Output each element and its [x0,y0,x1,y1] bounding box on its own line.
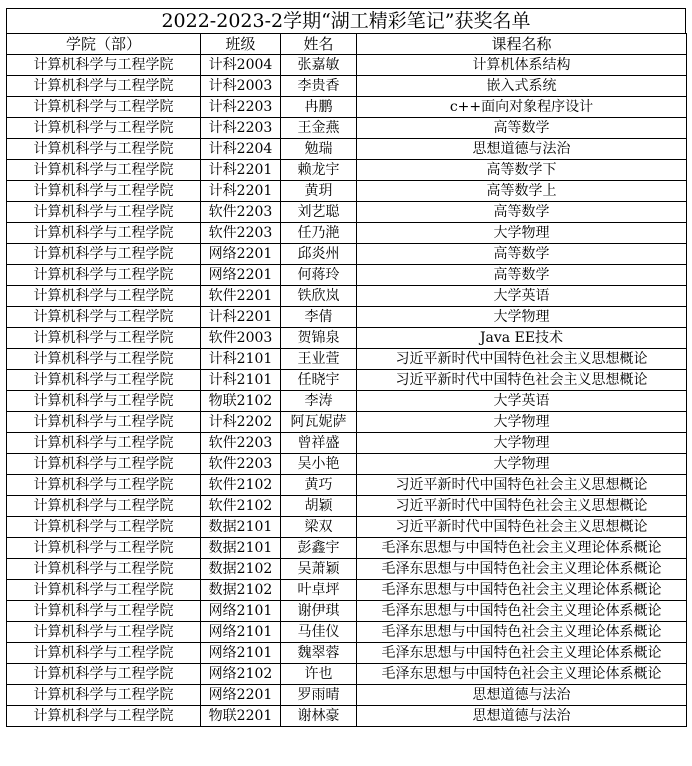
course-cell: 毛泽东思想与中国特色社会主义理论体系概论 [357,538,687,559]
header-college: 学院（部） [7,34,201,55]
college-cell: 计算机科学与工程学院 [7,706,201,727]
class-cell: 计科2101 [201,349,281,370]
class-cell: 计科2003 [201,76,281,97]
student-name-cell: 谢林豪 [281,706,357,727]
college-cell: 计算机科学与工程学院 [7,517,201,538]
course-cell: 思想道德与法治 [357,685,687,706]
table-row [7,475,687,496]
student-name-cell: 许也 [281,664,357,685]
college-cell: 计算机科学与工程学院 [7,370,201,391]
student-name-cell: 邱炎州 [281,244,357,265]
table-row [7,538,687,559]
class-cell: 数据2102 [201,559,281,580]
student-name-cell: 吴小艳 [281,454,357,475]
table-row [7,265,687,286]
student-name-cell: 勉瑞 [281,139,357,160]
class-cell: 网络2201 [201,244,281,265]
table-row [7,559,687,580]
class-cell: 物联2102 [201,391,281,412]
table-row [7,307,687,328]
college-cell: 计算机科学与工程学院 [7,559,201,580]
college-cell: 计算机科学与工程学院 [7,328,201,349]
class-cell: 数据2101 [201,538,281,559]
table-row [7,391,687,412]
college-cell: 计算机科学与工程学院 [7,622,201,643]
class-cell: 软件2102 [201,496,281,517]
course-cell: 习近平新时代中国特色社会主义思想概论 [357,475,687,496]
class-cell: 计科2201 [201,160,281,181]
student-name-cell: 马佳仪 [281,622,357,643]
student-name-cell: 罗雨晴 [281,685,357,706]
course-cell: Java EE技术 [357,328,687,349]
student-name-cell: 谢伊琪 [281,601,357,622]
student-name-cell: 任乃滟 [281,223,357,244]
table-row [7,643,687,664]
table-row [7,412,687,433]
college-cell: 计算机科学与工程学院 [7,55,201,76]
document-title: 2022-2023-2学期“湖工精彩笔记”获奖名单 [6,8,686,33]
table-row [7,706,687,727]
course-cell: 毛泽东思想与中国特色社会主义理论体系概论 [357,580,687,601]
course-cell: 高等数学下 [357,160,687,181]
table-row [7,118,687,139]
college-cell: 计算机科学与工程学院 [7,601,201,622]
class-cell: 计科2201 [201,307,281,328]
college-cell: 计算机科学与工程学院 [7,643,201,664]
college-cell: 计算机科学与工程学院 [7,223,201,244]
student-name-cell: 阿瓦妮萨 [281,412,357,433]
table-row [7,622,687,643]
table-row [7,454,687,475]
table-row [7,370,687,391]
table-row [7,328,687,349]
college-cell: 计算机科学与工程学院 [7,685,201,706]
student-name-cell: 吴萧颖 [281,559,357,580]
student-name-cell: 彭鑫宇 [281,538,357,559]
class-cell: 网络2102 [201,664,281,685]
class-cell: 计科2204 [201,139,281,160]
student-name-cell: 何蒋玲 [281,265,357,286]
college-cell: 计算机科学与工程学院 [7,475,201,496]
student-name-cell: 张嘉敏 [281,55,357,76]
college-cell: 计算机科学与工程学院 [7,391,201,412]
class-cell: 网络2201 [201,685,281,706]
student-name-cell: 曾祥盛 [281,433,357,454]
course-cell: 大学英语 [357,286,687,307]
student-name-cell: 黄玥 [281,181,357,202]
header-class: 班级 [201,34,281,55]
table-row [7,685,687,706]
course-cell: 毛泽东思想与中国特色社会主义理论体系概论 [357,643,687,664]
table-row [7,139,687,160]
student-name-cell: 贺锦泉 [281,328,357,349]
header-row [7,34,687,55]
table-row [7,76,687,97]
course-cell: 毛泽东思想与中国特色社会主义理论体系概论 [357,559,687,580]
table-row [7,433,687,454]
award-table [6,33,687,727]
student-name-cell: 王业萱 [281,349,357,370]
class-cell: 计科2203 [201,97,281,118]
course-cell: 高等数学 [357,202,687,223]
class-cell: 网络2101 [201,622,281,643]
college-cell: 计算机科学与工程学院 [7,76,201,97]
college-cell: 计算机科学与工程学院 [7,496,201,517]
student-name-cell: 刘艺聪 [281,202,357,223]
table-row [7,244,687,265]
student-name-cell: 魏翠蓉 [281,643,357,664]
class-cell: 物联2201 [201,706,281,727]
college-cell: 计算机科学与工程学院 [7,118,201,139]
college-cell: 计算机科学与工程学院 [7,307,201,328]
header-course: 课程名称 [357,34,687,55]
table-row [7,223,687,244]
class-cell: 数据2101 [201,517,281,538]
college-cell: 计算机科学与工程学院 [7,412,201,433]
student-name-cell: 黄巧 [281,475,357,496]
student-name-cell: 铁欣岚 [281,286,357,307]
student-name-cell: 任晓宇 [281,370,357,391]
course-cell: 毛泽东思想与中国特色社会主义理论体系概论 [357,664,687,685]
college-cell: 计算机科学与工程学院 [7,538,201,559]
student-name-cell: 李贵香 [281,76,357,97]
course-cell: 高等数学上 [357,181,687,202]
table-row [7,349,687,370]
class-cell: 计科2203 [201,118,281,139]
course-cell: 高等数学 [357,265,687,286]
college-cell: 计算机科学与工程学院 [7,433,201,454]
table-row [7,286,687,307]
table-row [7,55,687,76]
course-cell: 高等数学 [357,118,687,139]
class-cell: 数据2102 [201,580,281,601]
course-cell: 高等数学 [357,244,687,265]
class-cell: 网络2201 [201,265,281,286]
table-row [7,97,687,118]
award-list-sheet [6,8,686,727]
student-name-cell: 梁双 [281,517,357,538]
college-cell: 计算机科学与工程学院 [7,244,201,265]
course-cell: 大学英语 [357,391,687,412]
class-cell: 网络2101 [201,601,281,622]
college-cell: 计算机科学与工程学院 [7,139,201,160]
table-row [7,496,687,517]
course-cell: 大学物理 [357,433,687,454]
course-cell: c++面向对象程序设计 [357,97,687,118]
header-name: 姓名 [281,34,357,55]
class-cell: 软件2203 [201,433,281,454]
course-cell: 大学物理 [357,307,687,328]
class-cell: 计科2202 [201,412,281,433]
course-cell: 习近平新时代中国特色社会主义思想概论 [357,496,687,517]
course-cell: 思想道德与法治 [357,139,687,160]
college-cell: 计算机科学与工程学院 [7,580,201,601]
course-cell: 毛泽东思想与中国特色社会主义理论体系概论 [357,601,687,622]
course-cell: 嵌入式系统 [357,76,687,97]
college-cell: 计算机科学与工程学院 [7,286,201,307]
course-cell: 习近平新时代中国特色社会主义思想概论 [357,517,687,538]
student-name-cell: 李倩 [281,307,357,328]
student-name-cell: 赖龙宇 [281,160,357,181]
class-cell: 软件2102 [201,475,281,496]
class-cell: 软件2203 [201,223,281,244]
table-row [7,664,687,685]
course-cell: 习近平新时代中国特色社会主义思想概论 [357,370,687,391]
course-cell: 思想道德与法治 [357,706,687,727]
table-row [7,181,687,202]
college-cell: 计算机科学与工程学院 [7,202,201,223]
table-row [7,517,687,538]
student-name-cell: 李涛 [281,391,357,412]
college-cell: 计算机科学与工程学院 [7,454,201,475]
class-cell: 软件2003 [201,328,281,349]
table-row [7,160,687,181]
college-cell: 计算机科学与工程学院 [7,349,201,370]
table-row [7,601,687,622]
table-row [7,580,687,601]
class-cell: 计科2101 [201,370,281,391]
student-name-cell: 王金燕 [281,118,357,139]
college-cell: 计算机科学与工程学院 [7,664,201,685]
class-cell: 网络2101 [201,643,281,664]
table-row [7,202,687,223]
college-cell: 计算机科学与工程学院 [7,160,201,181]
college-cell: 计算机科学与工程学院 [7,265,201,286]
course-cell: 大学物理 [357,454,687,475]
course-cell: 计算机体系结构 [357,55,687,76]
class-cell: 软件2203 [201,454,281,475]
course-cell: 习近平新时代中国特色社会主义思想概论 [357,349,687,370]
course-cell: 毛泽东思想与中国特色社会主义理论体系概论 [357,622,687,643]
class-cell: 计科2004 [201,55,281,76]
student-name-cell: 冉鹏 [281,97,357,118]
course-cell: 大学物理 [357,223,687,244]
class-cell: 软件2203 [201,202,281,223]
class-cell: 计科2201 [201,181,281,202]
class-cell: 软件2201 [201,286,281,307]
student-name-cell: 胡颖 [281,496,357,517]
course-cell: 大学物理 [357,412,687,433]
college-cell: 计算机科学与工程学院 [7,97,201,118]
student-name-cell: 叶卓坪 [281,580,357,601]
college-cell: 计算机科学与工程学院 [7,181,201,202]
